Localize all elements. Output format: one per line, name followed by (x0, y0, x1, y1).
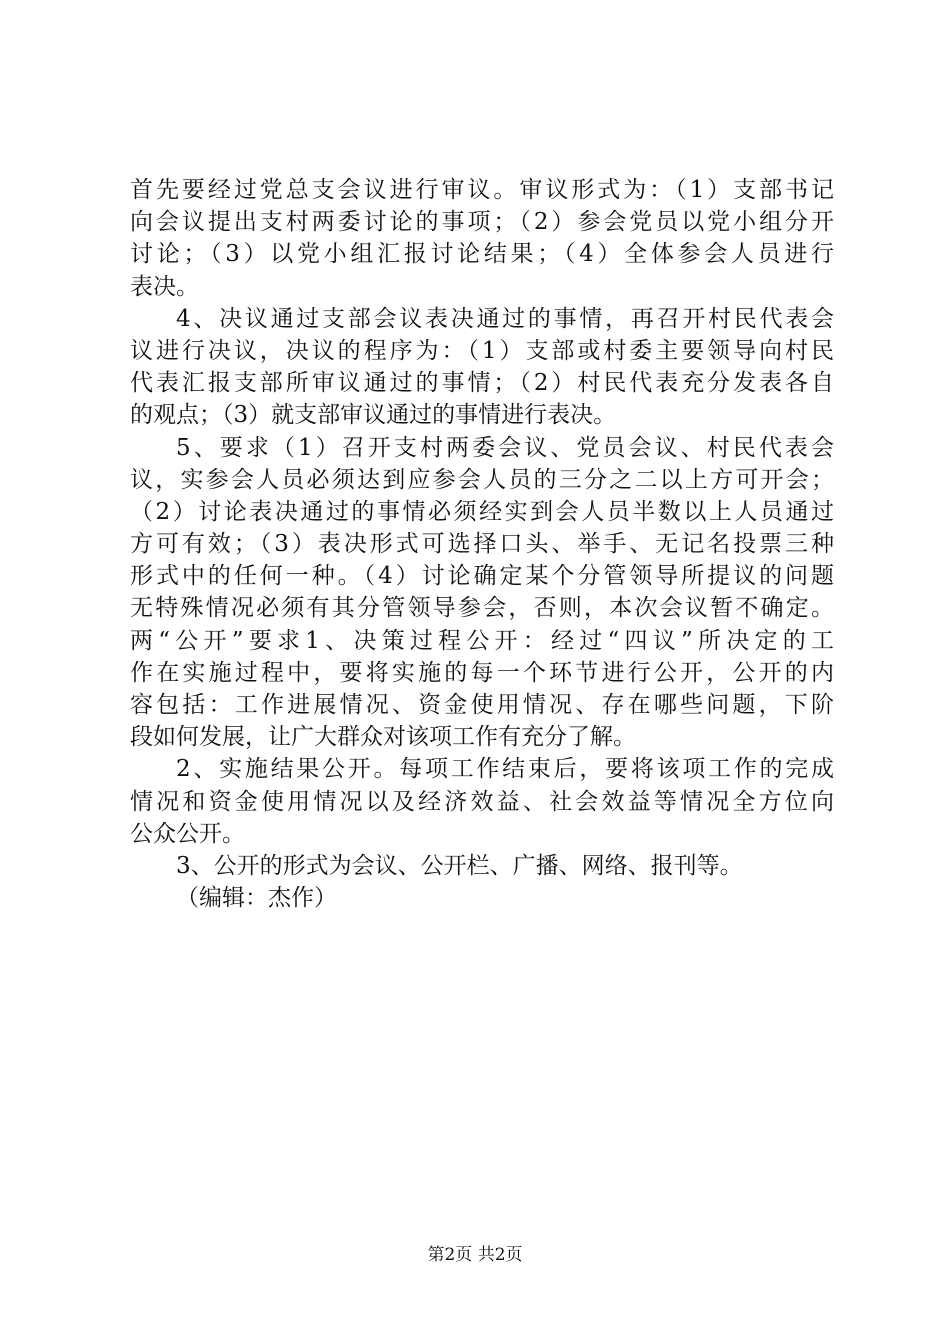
text-line: 首先要经过党总支会议进行审议。审议形式为：（1）支部书记 (130, 177, 834, 203)
text-line: 无特殊情况必须有其分管领导参会，否则，本次会议暂不确定。 (130, 595, 834, 622)
document-body (130, 174, 834, 914)
editor-note: （编辑：杰作） (176, 885, 337, 912)
text-line: 向会议提出支村两委讨论的事项；（2）参会党员以党小组分开 (130, 209, 834, 236)
text-line: 方可有效；（3）表决形式可选择口头、举手、无记名投票三种 (130, 531, 834, 558)
text-line: （2）讨论表决通过的事情必须经实到会人员半数以上人员通过 (130, 498, 834, 525)
text-line: 作在实施过程中，要将实施的每一个环节进行公开，公开的内 (130, 659, 834, 686)
text-line: 2、实施结果公开。每项工作结束后，要将该项工作的完成 (176, 756, 834, 783)
text-line: 形式中的任何一种。（4）讨论确定某个分管领导所提议的问题 (130, 563, 834, 590)
page-number: 第2页 共2页 (427, 1245, 523, 1265)
text-line: 容包括：工作进展情况、资金使用情况、存在哪些问题，下阶 (130, 692, 834, 718)
text-line: 的观点；（3）就支部审议通过的事情进行表决。 (130, 402, 617, 429)
text-line: 3、公开的形式为会议、公开栏、广播、网络、报刊等。 (176, 852, 743, 879)
text-line: 5、要求（1）召开支村两委会议、党员会议、村民代表会 (176, 434, 834, 461)
text-line: 两“公开”要求1、决策过程公开：经过“四议”所决定的工 (130, 627, 834, 654)
text-line: 议进行决议，决议的程序为：（1）支部或村委主要领导向村民 (130, 337, 834, 364)
text-line: 公众公开。 (130, 820, 245, 847)
text-line: 议，实参会人员必须达到应参会人员的三分之二以上方可开会； (130, 466, 834, 493)
text-line: 段如何发展，让广大群众对该项工作有充分了解。 (130, 724, 636, 751)
text-line: 情况和资金使用情况以及经济效益、社会效益等情况全方位向 (130, 788, 834, 815)
text-line: 4、决议通过支部会议表决通过的事情，再召开村民代表会 (176, 305, 834, 332)
text-line: 表决。 (130, 273, 199, 300)
text-line: 讨论；（3）以党小组汇报讨论结果；（4）全体参会人员进行 (130, 241, 834, 268)
text-line: 代表汇报支部所审议通过的事情；（2）村民代表充分发表各自 (130, 370, 834, 397)
